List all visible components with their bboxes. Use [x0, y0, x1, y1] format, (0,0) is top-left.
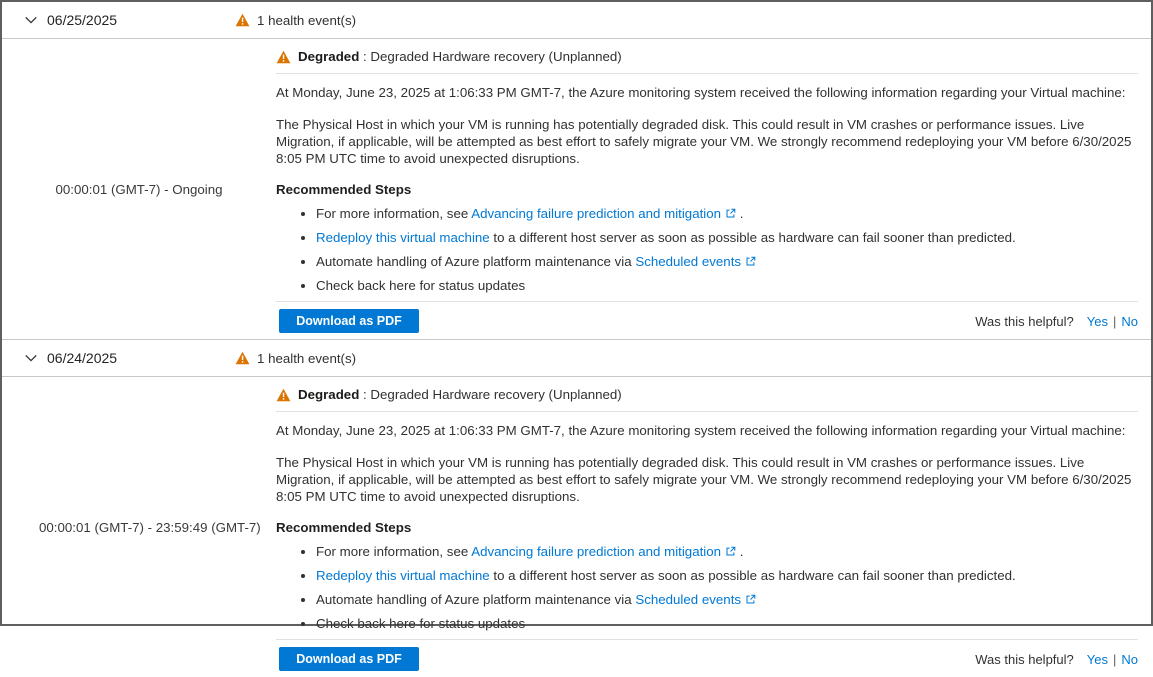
event-paragraph-intro: At Monday, June 23, 2025 at 1:06:33 PM GMT-7, the Azure monitoring system received the following information regarding your Virtual machine: [276, 85, 1126, 100]
divider [276, 301, 1138, 302]
event-detail-column [276, 377, 1151, 677]
event-paragraph-detail: The Physical Host in which your VM is running has potentially degraded disk. This could result in VM crashes or performance issues. Live Migration, if applicable, will be attempted as best effort to safely migrate your VM. We strongly recommend redeploying your VM before 6/30/2025 8:05 PM UTC time to avoid unexpected disruptions. [276, 455, 1132, 504]
link-separator: | [1112, 651, 1117, 667]
external-link-icon [721, 544, 736, 559]
health-event-day-section [2, 2, 1151, 339]
warning-icon [276, 388, 291, 402]
recommended-step-text: to a different host server as soon as possible as hardware can fail sooner than predicted. [489, 568, 1016, 583]
event-footer-row [279, 309, 1138, 333]
day-summary [235, 13, 356, 28]
recommended-step-link[interactable]: Advancing failure prediction and mitigation [471, 206, 736, 221]
feedback-area [975, 314, 1138, 329]
event-title-row [276, 49, 1138, 64]
day-header-row[interactable] [2, 340, 1151, 377]
recommended-steps-list [276, 205, 1138, 294]
external-link-icon [721, 206, 736, 221]
recommended-step [316, 253, 1138, 270]
event-paragraph-detail: The Physical Host in which your VM is running has potentially degraded disk. This could result in VM crashes or performance issues. Live Migration, if applicable, will be attempted as best effort to safely migrate your VM. We strongly recommend redeploying your VM before 6/30/2025 8:05 PM UTC time to avoid unexpected disruptions. [276, 117, 1132, 166]
recommended-step-link[interactable]: Advancing failure prediction and mitigation [471, 544, 736, 559]
recommended-step-text: . [736, 206, 744, 221]
recommended-step-text: . [736, 544, 744, 559]
recommended-step [316, 229, 1138, 246]
recommended-step-text: Check back here for status updates [316, 278, 526, 293]
recommended-step [316, 567, 1138, 584]
day-header-left [2, 12, 235, 28]
health-event-count: 1 health event(s) [257, 350, 357, 366]
recommended-step-text: For more information, see [316, 544, 472, 559]
recommended-steps-heading: Recommended Steps [276, 182, 412, 197]
event-detail-column [276, 39, 1151, 339]
event-time-range: 00:00:01 (GMT-7) - Ongoing [55, 181, 223, 197]
was-this-helpful-label: Was this helpful? [975, 313, 1074, 329]
feedback-area [975, 652, 1138, 667]
recommended-step [316, 277, 1138, 294]
divider [276, 411, 1138, 412]
recommended-steps-heading: Recommended Steps [276, 520, 412, 535]
health-events-list [2, 2, 1151, 677]
recommended-step-text: Check back here for status updates [316, 616, 526, 631]
event-status: Degraded [298, 49, 360, 64]
divider [276, 73, 1138, 74]
download-as-pdf-button[interactable]: Download as PDF [279, 309, 419, 333]
warning-icon [235, 13, 250, 27]
helpful-no-link[interactable]: No [1121, 313, 1138, 329]
recommended-step-text: For more information, see [316, 206, 472, 221]
recommended-step-text: to a different host server as soon as possible as hardware can fail sooner than predicted. [489, 230, 1016, 245]
recommended-step [316, 205, 1138, 222]
link-separator: | [1112, 313, 1117, 329]
recommended-step-text: Automate handling of Azure platform maintenance via [316, 592, 636, 607]
external-link-icon [741, 592, 756, 607]
recommended-step-text: Automate handling of Azure platform maintenance via [316, 254, 636, 269]
day-body [2, 39, 1151, 339]
health-event-day-section [2, 339, 1151, 677]
event-title-rest: : Degraded Hardware recovery (Unplanned) [359, 387, 622, 402]
download-as-pdf-button[interactable]: Download as PDF [279, 647, 419, 671]
helpful-yes-link[interactable]: Yes [1086, 313, 1108, 329]
health-event-count: 1 health event(s) [257, 12, 357, 28]
event-title-row [276, 387, 1138, 402]
recommended-step [316, 543, 1138, 560]
day-date: 06/25/2025 [47, 12, 118, 28]
event-footer-row [279, 647, 1138, 671]
recommended-step-link[interactable]: Redeploy this virtual machine [316, 568, 490, 583]
day-body [2, 377, 1151, 677]
event-title-text [298, 387, 622, 402]
warning-icon [235, 351, 250, 365]
divider [276, 639, 1138, 640]
event-time-column [2, 377, 276, 677]
recommended-step-link[interactable]: Scheduled events [635, 592, 756, 607]
chevron-down-icon[interactable] [24, 13, 38, 27]
event-title-text [298, 49, 622, 64]
day-header-row[interactable] [2, 2, 1151, 39]
was-this-helpful-label: Was this helpful? [975, 651, 1074, 667]
warning-icon [276, 50, 291, 64]
chevron-down-icon[interactable] [24, 351, 38, 365]
day-date: 06/24/2025 [47, 350, 118, 366]
recommended-step [316, 591, 1138, 608]
external-link-icon [741, 254, 756, 269]
event-status: Degraded [298, 387, 360, 402]
recommended-step [316, 615, 1138, 632]
day-header-left [2, 350, 235, 366]
recommended-steps-list [276, 543, 1138, 632]
event-title-rest: : Degraded Hardware recovery (Unplanned) [359, 49, 622, 64]
recommended-step-link[interactable]: Scheduled events [635, 254, 756, 269]
helpful-yes-link[interactable]: Yes [1086, 651, 1108, 667]
helpful-no-link[interactable]: No [1121, 651, 1138, 667]
day-summary [235, 351, 356, 366]
recommended-step-link[interactable]: Redeploy this virtual machine [316, 230, 490, 245]
event-time-range: 00:00:01 (GMT-7) - 23:59:49 (GMT-7) [39, 519, 261, 535]
event-paragraph-intro: At Monday, June 23, 2025 at 1:06:33 PM GMT-7, the Azure monitoring system received the following information regarding your Virtual machine: [276, 423, 1126, 438]
event-time-column [2, 39, 276, 339]
